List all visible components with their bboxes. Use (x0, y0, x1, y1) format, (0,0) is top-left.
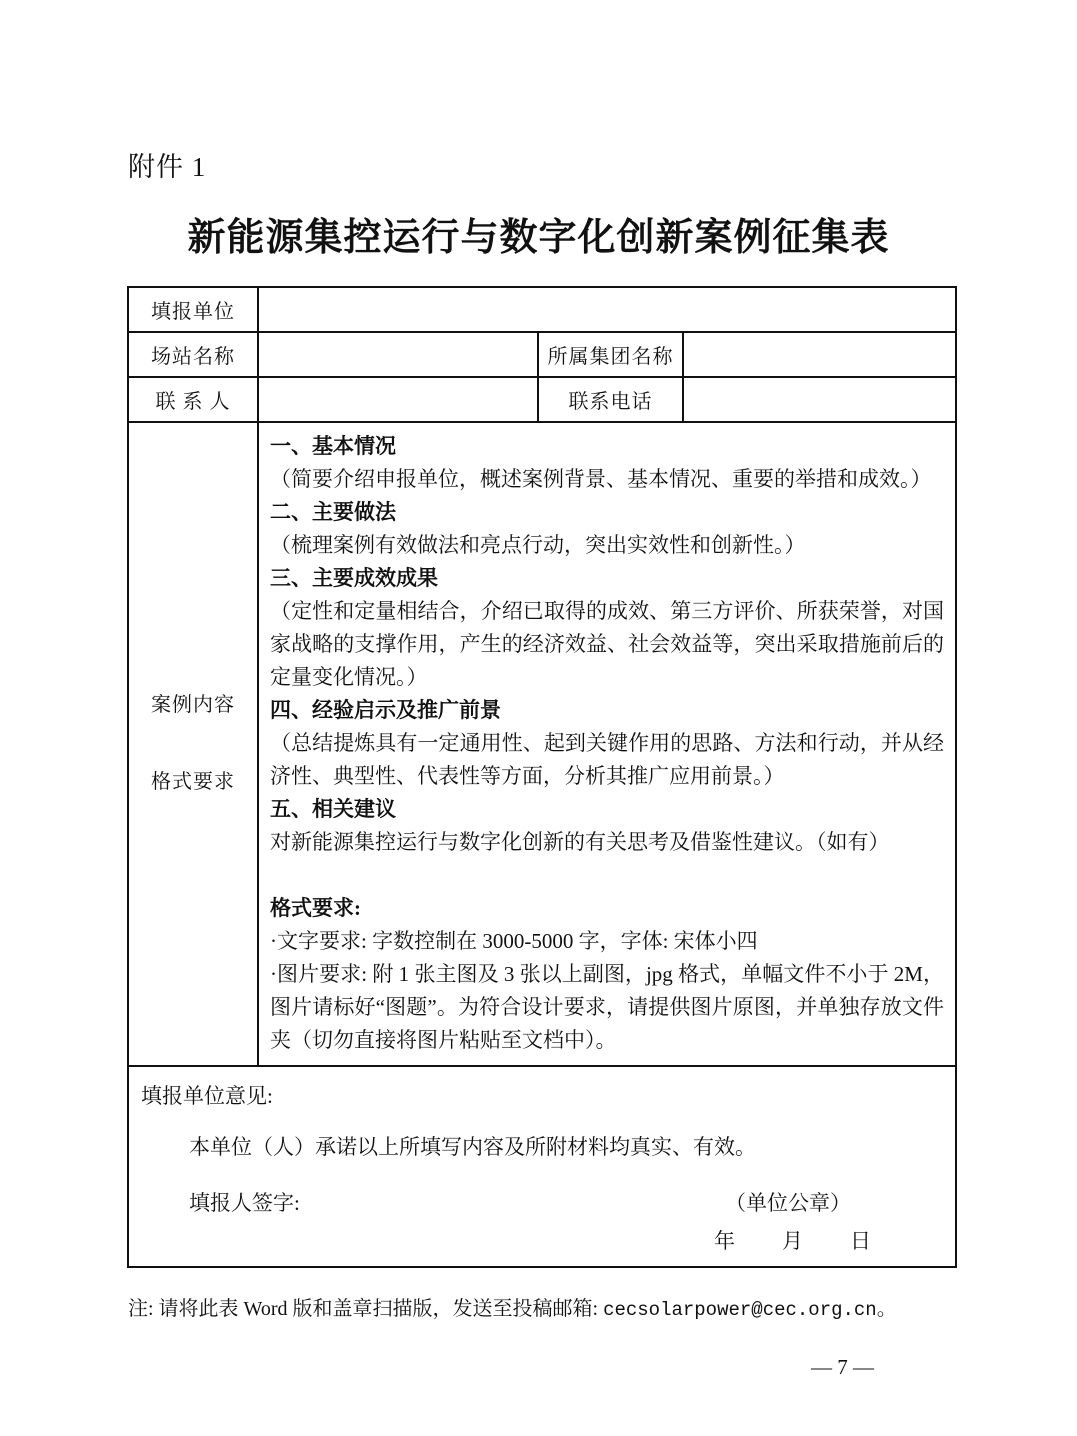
section-3-heading: 三、主要成效成果 (270, 566, 438, 590)
signature-label: 填报人签字: (189, 1191, 300, 1215)
contact-phone-label: 联系电话 (538, 377, 683, 422)
section-5-body: 对新能源集控运行与数字化创新的有关思考及借鉴性建议。（如有） (270, 830, 890, 854)
section-3-body: （定性和定量相结合，介绍已取得的成效、第三方评价、所获荣誉，对国家战略的支撑作用，产生的经济效益、社会效益等，突出采取措施前后的定量变化情况。） (270, 599, 945, 689)
contact-phone-value-cell (683, 377, 956, 422)
case-submission-form-table (127, 286, 957, 1268)
section-5-heading: 五、相关建议 (270, 797, 396, 821)
table-row-content-requirements (128, 422, 956, 1066)
date-month-label: 月 (782, 1229, 804, 1253)
section-1-heading: 一、基本情况 (270, 434, 396, 458)
page-number: — 7 — (811, 1355, 874, 1379)
section-1-body: （简要介绍申报单位，概述案例背景、基本情况、重要的举措和成效。） (270, 467, 932, 491)
date-day-label: 日 (850, 1229, 872, 1253)
submission-note (128, 1294, 1077, 1325)
format-requirement-text: ·文字要求: 字数控制在 3000-5000 字，字体: 宋体小四 (270, 929, 758, 953)
contact-person-value-cell (258, 377, 538, 422)
table-row-reporting-unit (128, 287, 956, 332)
submission-email: cecsolarpower@cec.org.cn (603, 1299, 877, 1321)
reporting-unit-value-cell (258, 287, 956, 332)
group-name-value-cell (683, 332, 956, 377)
contact-person-label: 联 系 人 (128, 377, 258, 422)
station-name-value-cell (258, 332, 538, 377)
table-row-station-group (128, 332, 956, 377)
section-4-heading: 四、经验启示及推广前景 (270, 698, 501, 722)
table-row-contact (128, 377, 956, 422)
page-title: 新能源集控运行与数字化创新案例征集表 (187, 217, 890, 259)
content-requirements-row-label (128, 422, 258, 1066)
attachment-label: 附件 1 (128, 152, 207, 182)
content-requirements-cell (258, 422, 956, 1066)
signature-row (141, 1188, 943, 1218)
format-requirement-image: ·图片要求: 附 1 张主图及 3 张以上副图，jpg 格式，单幅文件不小于 2M，图片请标好“图题”。为符合设计要求，请提供图片原图，并单独存放文件夹（切勿直接将图片粘贴至文档中）。 (270, 962, 945, 1052)
unit-opinion-cell (128, 1066, 956, 1267)
station-name-label: 场站名称 (128, 332, 258, 377)
submission-note-suffix: 。 (876, 1298, 897, 1320)
unit-opinion-statement: 本单位（人）承诺以上所填写内容及所附材料均真实、有效。 (189, 1135, 756, 1159)
section-2-heading: 二、主要做法 (270, 500, 396, 524)
unit-seal-label: （单位公章） (725, 1191, 852, 1215)
content-requirements-row-label-line1: 案例内容 (151, 694, 235, 716)
content-requirements-row-label-line2: 格式要求 (151, 771, 235, 793)
section-4-body: （总结提炼具有一定通用性、起到关键作用的思路、方法和行动，并从经济性、典型性、代表性等方面，分析其推广应用前景。） (270, 731, 945, 788)
date-year-label: 年 (714, 1229, 736, 1253)
date-row (141, 1226, 943, 1256)
table-row-unit-opinion (128, 1066, 956, 1267)
section-2-body: （梳理案例有效做法和亮点行动，突出实效性和创新性。） (270, 533, 806, 557)
format-requirements-heading: 格式要求: (270, 896, 361, 920)
unit-opinion-label: 填报单位意见: (141, 1084, 273, 1108)
reporting-unit-label: 填报单位 (128, 287, 258, 332)
group-name-label: 所属集团名称 (538, 332, 683, 377)
submission-note-prefix: 注: 请将此表 Word 版和盖章扫描版，发送至投稿邮箱: (128, 1298, 604, 1320)
